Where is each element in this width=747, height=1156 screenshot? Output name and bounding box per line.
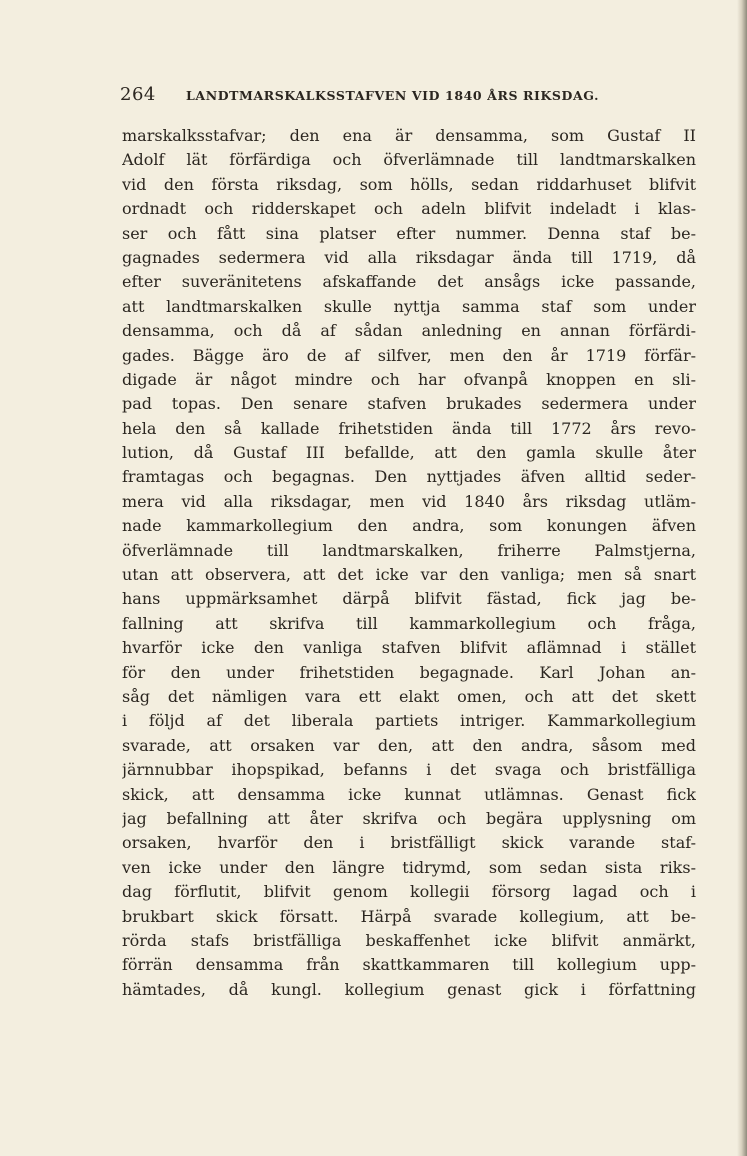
text-line: för den under frihetstiden begagnade. Karl Johan an- [122, 662, 696, 682]
text-line: orsaken, hvarför den i bristfälligt skick varande staf- [122, 833, 696, 853]
text-line: gades. Bägge äro de af silfver, men den år 1719 förfär- [122, 345, 696, 365]
text-line: marskalksstafvar; den ena är densamma, som Gustaf II [122, 126, 696, 145]
text-line: utan att observera, att det icke var den vanliga; men så snart [122, 565, 696, 585]
text-line: hämtades, då kungl. kollegium genast gick i författning [122, 979, 696, 999]
text-line: Adolf lät förfärdiga och öfverlämnade till landtmarskalken [122, 150, 696, 170]
page-edge [737, 0, 747, 1156]
page-header [120, 84, 680, 110]
text-line: i följd af det liberala partiets intriger. Kammarkollegium [122, 711, 696, 731]
text-line: vid den första riksdag, som hölls, sedan riddarhuset blifvit [122, 174, 696, 194]
text-line: ordnadt och ridderskapet och adeln blifvit indeladt i klas- [122, 199, 696, 219]
text-line: hans uppmärksamhet därpå blifvit fästad, fick jag be- [122, 589, 696, 609]
text-line: att landtmarskalken skulle nyttja samma staf som under [122, 296, 696, 316]
text-line: öfverlämnade till landtmarskalken, friherre Palmstjerna, [122, 540, 696, 560]
text-line: ven icke under den längre tidrymd, som sedan sista riks- [122, 857, 696, 877]
text-line: förrän densamma från skattkammaren till kollegium upp- [122, 955, 696, 975]
text-line: framtagas och begagnas. Den nyttjades äfven alltid seder- [122, 467, 696, 487]
text-line: jag befallning att åter skrifva och begära upplysning om [122, 808, 696, 828]
text-line: nade kammarkollegium den andra, som konungen äfven [122, 516, 696, 536]
text-line: svarade, att orsaken var den, att den andra, såsom med [122, 735, 696, 755]
page-number: 264 [120, 84, 156, 105]
text-line: dag förflutit, blifvit genom kollegii försorg lagad och i [122, 882, 696, 902]
text-line: brukbart skick försatt. Härpå svarade kollegium, att be- [122, 906, 696, 926]
text-line: mera vid alla riksdagar, men vid 1840 års riksdag utläm- [122, 491, 696, 511]
text-line: skick, att densamma icke kunnat utlämnas. Genast fick [122, 784, 696, 804]
text-line: hvarför icke den vanliga stafven blifvit aflämnad i stället [122, 638, 696, 658]
text-line: digade är något mindre och har ofvanpå knoppen en sli- [122, 369, 696, 389]
text-line: hela den så kallade frihetstiden ända till 1772 års revo- [122, 418, 696, 438]
body-text [122, 124, 696, 1002]
text-line: ser och fått sina platser efter nummer. Denna staf be- [122, 223, 696, 243]
text-line: såg det nämligen vara ett elakt omen, och att det skett [122, 686, 696, 706]
text-line: densamma, och då af sådan anledning en annan förfärdi- [122, 321, 696, 341]
running-head: LANDTMARSKALKSSTAFVEN VID 1840 ÅRS RIKSDAG. [186, 88, 600, 103]
text-line: gagnades sedermera vid alla riksdagar ända till 1719, då [122, 247, 696, 267]
text-line: lution, då Gustaf III befallde, att den gamla skulle åter [122, 443, 696, 463]
text-line: rörda stafs bristfälliga beskaffenhet icke blifvit anmärkt, [122, 930, 696, 950]
text-line: efter suveränitetens afskaffande det ansågs icke passande, [122, 272, 696, 292]
text-line: pad topas. Den senare stafven brukades sedermera under [122, 394, 696, 414]
text-line: fallning att skrifva till kammarkollegium och fråga, [122, 613, 696, 633]
text-line: järnnubbar ihopspikad, befanns i det svaga och bristfälliga [122, 760, 696, 780]
